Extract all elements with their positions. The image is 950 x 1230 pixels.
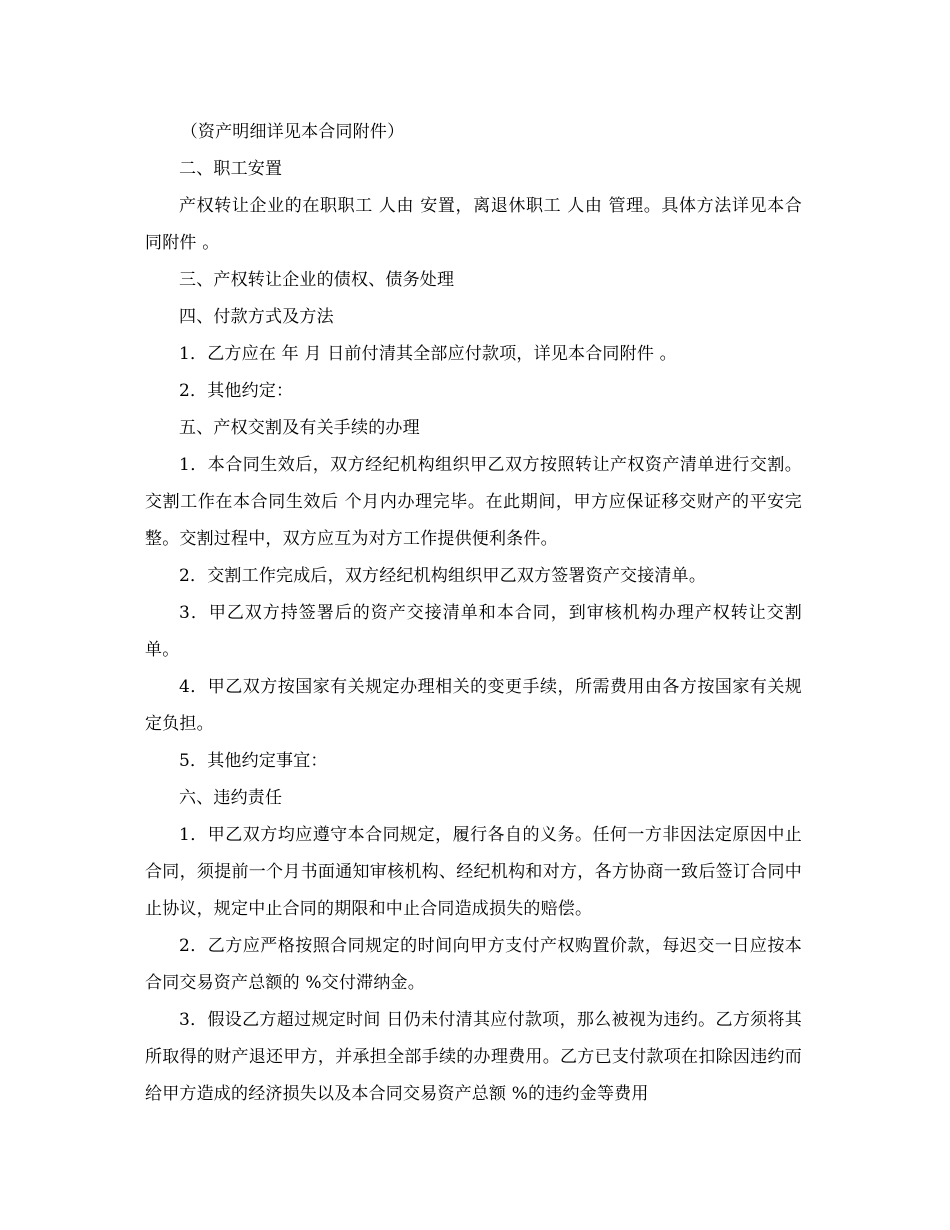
asset-detail-note: （资产明细详见本合同附件） bbox=[180, 122, 405, 142]
heading-payment-method: 四、付款方式及方法 bbox=[179, 307, 334, 327]
para-payment-1: 1．乙方应在 年 月 日前付清其全部应付款项，详见本合同附件 。 bbox=[179, 344, 677, 364]
heading-breach-liability: 六、违约责任 bbox=[179, 788, 283, 808]
para-payment-2: 2．其他约定： bbox=[179, 381, 294, 401]
para-handover-2: 2．交割工作完成后，双方经纪机构组织甲乙双方签署资产交接清单。 bbox=[179, 566, 707, 586]
heading-property-handover: 五、产权交割及有关手续的办理 bbox=[179, 418, 420, 438]
para-breach-3: 3．假设乙方超过规定时间 日仍未付清其应付款项，那么被视为违约。乙方须将其所取得的财产退还甲方，并承担全部手续的办理费用。乙方已支付款项在扣除因违约而给甲方造成的经济损失以及本合同交易资产总额 %的违约金等费用 bbox=[145, 1010, 802, 1104]
heading-staff-placement: 二、职工安置 bbox=[179, 159, 283, 179]
para-breach-2: 2．乙方应严格按照合同规定的时间向甲方支付产权购置价款，每迟交一日应按本合同交易资产总额的 %交付滞纳金。 bbox=[145, 936, 802, 993]
para-handover-1: 1．本合同生效后，双方经纪机构组织甲乙双方按照转让产权资产清单进行交割。交割工作在本合同生效后 个月内办理完毕。在此期间，甲方应保证移交财产的平安完整。交割过程中，双方应互为对方工作提供便利条件。 bbox=[145, 455, 802, 549]
para-staff-placement: 产权转让企业的在职职工 人由 安置，离退休职工 人由 管理。具体方法详见本合同附件 。 bbox=[145, 196, 802, 253]
para-handover-4: 4．甲乙双方按国家有关规定办理相关的变更手续，所需费用由各方按国家有关规定负担。 bbox=[145, 677, 802, 734]
para-handover-5: 5．其他约定事宜： bbox=[179, 751, 328, 771]
para-handover-3: 3．甲乙双方持签署后的资产交接清单和本合同，到审核机构办理产权转让交割单。 bbox=[145, 603, 802, 660]
para-breach-1: 1．甲乙双方均应遵守本合同规定，履行各自的义务。任何一方非因法定原因中止合同，须提前一个月书面通知审核机构、经纪机构和对方，各方协商一致后签订合同中止协议，规定中止合同的期限和中止合同造成损失的赔偿。 bbox=[145, 825, 802, 919]
heading-debt-handling: 三、产权转让企业的债权、债务处理 bbox=[179, 270, 455, 290]
